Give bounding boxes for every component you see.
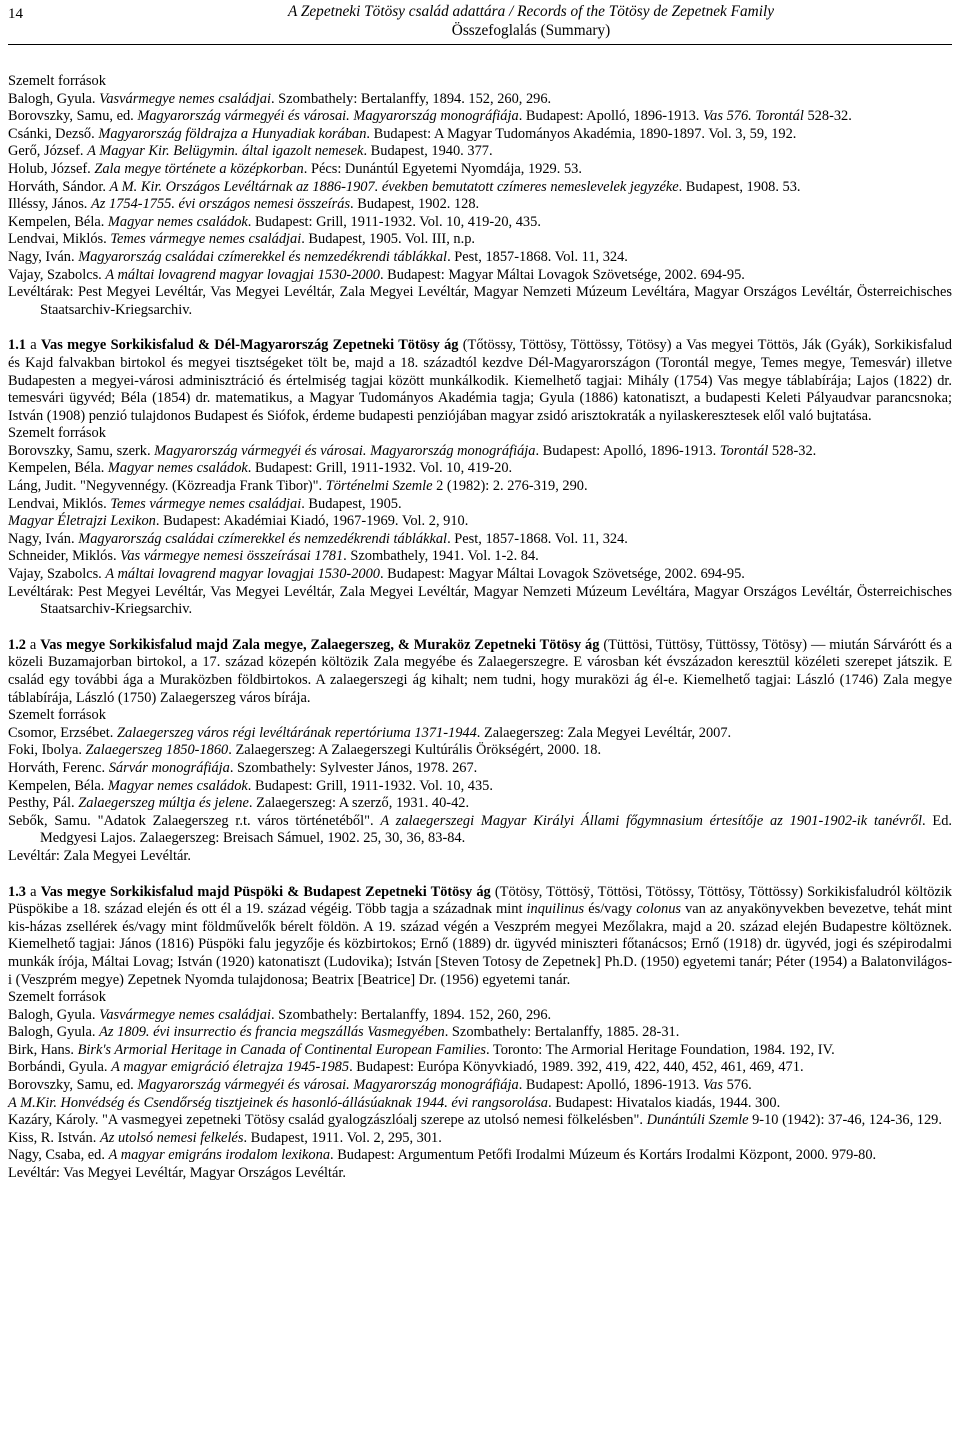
- text-run: Levéltárak: Pest Megyei Levéltár, Vas Megyei Levéltár, Zala Megyei Levéltár, Magyar Nemzeti Múzeum Levéltára, Magyar Országos Levéltár, Österreichisches Staatsarchiv-Kriegsarchiv.: [8, 284, 952, 318]
- text-run: 9-10 (1942): 37-46, 124-36, 129.: [748, 1112, 942, 1129]
- bibliography-entry: [8, 1024, 952, 1042]
- bibliography-entry: [8, 1130, 952, 1148]
- text-run: . Budapest: Hivatalos kiadás, 1944. 300.: [548, 1094, 781, 1111]
- bibliography-entry: [8, 760, 952, 778]
- text-run: (Tötösy, Töttösÿ, Töttösi, Tötössy, Töttösy, Töttössy) Sorkikisfaludról költözik Püspökibe a 18. század elején és ott él a 19. század végéig. Több tagja a századnak mint: [8, 883, 952, 918]
- text-run: Holub, József.: [8, 160, 95, 177]
- bold-text: 1.3: [8, 883, 26, 900]
- bibliography-entry: [8, 742, 952, 760]
- italic-title: Magyar Életrajzi Lexikon: [8, 513, 156, 530]
- sources-heading: Szemelt források: [8, 73, 106, 89]
- bibliography-entry: [8, 1147, 952, 1165]
- text-run: . Budapest: Akadémiai Kiadó, 1967-1969. Vol. 2, 910.: [155, 513, 469, 530]
- bibliography-entry: [8, 267, 952, 285]
- text-run: Illéssy, János.: [8, 196, 92, 213]
- italic-title: Magyarország földrajza a Hunyadiak korában: [98, 125, 367, 142]
- italic-title: Zalaegerszeg múltja és jelene: [78, 795, 249, 812]
- italic-title: Magyar nemes családok: [107, 460, 248, 477]
- bold-text: Vas megye Sorkikisfalud majd Püspöki & Budapest Zepetneki Tötösy ág: [40, 883, 491, 900]
- text-run: . Zalaegerszeg: Zala Megyei Levéltár, 2007.: [476, 724, 732, 741]
- section-gap: [8, 866, 952, 884]
- italic-title: A M. Kir. Országos Levéltárnak az 1886-1907. években bemutatott czímeres nemeslevelek jegyzéke: [109, 178, 679, 195]
- text-run: . Budapest, 1940. 377.: [363, 143, 493, 160]
- bibliography-entry: [8, 143, 952, 161]
- bibliography-entry: [8, 531, 952, 549]
- text-run: Borovszky, Samu, ed.: [8, 1077, 138, 1094]
- running-header: [110, 2, 952, 40]
- text-run: (Tüttösi, Tüttösy, Tüttössy, Tötösy) — miután Sárvárótt és a közeli Buzamajorban birtokol, a 17. század közepén költözik Zala megyébe és Zalaegerszegre. E városban két évszázadon keresztül közéleti szerepet játszik. E család egy további ága a Muraközben földbirtokos. A zalaegerszegi ág kihalt; nem tudni, hogy muraközi ág él-e. Kiemelhető tagjai: László (1746) Zala megye táblabírája, László (1750) Zalaegerszeg város bírája.: [8, 636, 952, 706]
- bibliography-entry: [8, 1042, 952, 1060]
- text-run: . Toronto: The Armorial Heritage Foundation, 1984. 192, IV.: [485, 1041, 835, 1058]
- text-run: . Pécs: Dunántúl Egyetemi Nyomdája, 1929. 53.: [303, 160, 582, 177]
- text-run: Láng, Judit. "Negyvennégy. (Közreadja Frank Tibor)".: [8, 478, 326, 495]
- text-run: a: [26, 636, 41, 653]
- bibliography-entry: [8, 1095, 952, 1113]
- italic-title: Történelmi Szemle: [325, 478, 433, 495]
- bold-text: Vas megye Sorkikisfalud majd Zala megye, Zalaegerszeg, & Muraköz Zepetneki Tötösy ág: [40, 636, 600, 653]
- text-run: Csánki, Dezső.: [8, 125, 99, 142]
- text-run: Csomor, Erzsébet.: [8, 724, 117, 741]
- italic-title: Temes vármegye nemes családjai: [110, 495, 302, 512]
- italic-title: Magyarország családai czímerekkel és nemzedékrendi táblákkal: [78, 248, 448, 265]
- italic-title: Sárvár monográfiája: [108, 759, 230, 776]
- text-run: Lendvai, Miklós.: [8, 495, 111, 512]
- italic-title: A máltai lovagrend magyar lovagjai 1530-2000: [105, 266, 380, 283]
- text-run: a: [26, 883, 41, 900]
- text-run: Schneider, Miklós.: [8, 548, 121, 565]
- bibliography-entry: [8, 1007, 952, 1025]
- text-run: . Szombathely: Bertalanffy, 1885. 28-31.: [444, 1024, 680, 1041]
- text-run: 528-32.: [803, 108, 852, 125]
- text-run: . Budapest: Grill, 1911-1932. Vol. 10, 419-20.: [247, 460, 513, 477]
- italic-title: Vasvármegye nemes családjai: [99, 90, 271, 107]
- italic-title: Magyar nemes családok: [107, 213, 248, 230]
- text-run: . Budapest: Magyar Máltai Lovagok Szövetsége, 2002. 694-95.: [379, 266, 745, 283]
- bibliography-entry: [8, 584, 952, 619]
- text-run: Balogh, Gyula.: [8, 90, 100, 107]
- bibliography-entry: [8, 1077, 952, 1095]
- italic-title: A Magyar Kir. Belügymin. által igazolt nemesek: [87, 143, 364, 160]
- bibliography-entry: [8, 196, 952, 214]
- italic-title: Magyarország vármegyéi és városai. Magyarország monográfiája: [137, 108, 519, 125]
- italic-title: Magyarország családai czímerekkel és nemzedékrendi táblákkal: [78, 530, 448, 547]
- bibliography-entry: [8, 284, 952, 319]
- italic-title: Dunántúli Szemle: [646, 1112, 749, 1129]
- text-run: Kempelen, Béla.: [8, 777, 108, 794]
- bibliography-entry: [8, 443, 952, 461]
- section-gap: [8, 319, 952, 337]
- document-body: [8, 73, 952, 1183]
- bibliography-entry: [8, 566, 952, 584]
- text-run: a: [26, 337, 41, 354]
- section-paragraph: [8, 637, 952, 707]
- text-run: 2 (1982): 2. 276-319, 290.: [432, 478, 588, 495]
- text-run: . Budapest: A Magyar Tudományos Akadémia, 1890-1897. Vol. 3, 59, 192.: [366, 125, 797, 142]
- text-run: . Budapest, 1905.: [301, 495, 402, 512]
- italic-title: Temes vármegye nemes családjai: [110, 231, 302, 248]
- text-run: Sebők, Samu. "Adatok Zalaegerszeg r.t. város történetéből".: [8, 812, 381, 829]
- text-run: . Pest, 1857-1868. Vol. 11, 324.: [447, 530, 628, 547]
- text-run: Nagy, Csaba, ed.: [8, 1147, 109, 1164]
- bibliography-entry: [8, 91, 952, 109]
- text-run: . Ed. Medgyesi Lajos. Zalaegerszeg: Breisach Sámuel, 1902. 25, 30, 36, 83-84.: [40, 812, 952, 847]
- text-run: . Pest, 1857-1868. Vol. 11, 324.: [447, 248, 628, 265]
- italic-title: Magyarország vármegyéi és városai. Magyarország monográfiája: [154, 442, 536, 459]
- text-run: (Tőtössy, Töttösy, Töttössy, Tötösy) a Vas megyei Töttös, Ják (Gyák), Sorkikisfalud és Kajd falvakban birtokol és megyei tisztségeket tölt be, majd a 18. századtól kezdve Dél-Magyarországon (Torontál megye, Temes megye, Temesvár) illetve Budapesten a megyei-városi adminisztráció és értelmiség tagjai között munkálkodik. Kiemelhető tagjai: Mihály (1754) Vas megye táblabírája; Lajos (1822) dr. temesvári ügyvéd; Béla (1854) dr. matematikus, a Magyar Tudományos Akadémia tagja; Gyula (1886) katonatiszt, a budapesti Keleti Pályaudvar parancsnoka; István (1908) penzió tulajdonos Budapest és Siófok, érdeme budapesti penziójában magyar zsidó arisztokraták a nyilaskeresztesek elől való bujtatása.: [8, 337, 952, 424]
- bibliography-entry: [8, 108, 952, 126]
- header-rule: [8, 44, 952, 45]
- text-run: . Budapest: Grill, 1911-1932. Vol. 10, 435.: [247, 777, 493, 794]
- text-run: Nagy, Iván.: [8, 530, 79, 547]
- text-run: Balogh, Gyula.: [8, 1024, 100, 1041]
- text-run: Horváth, Ferenc.: [8, 759, 109, 776]
- bibliography-entry: [8, 1112, 952, 1130]
- bibliography-entry: [8, 249, 952, 267]
- italic-title: Magyar nemes családok: [107, 777, 248, 794]
- italic-title: Magyarország vármegyéi és városai. Magyarország monográfiája: [137, 1077, 519, 1094]
- text-run: . Szombathely: Bertalanffy, 1894. 152, 260, 296.: [270, 1006, 552, 1023]
- text-run: Pesthy, Pál.: [8, 795, 79, 812]
- text-run: Kazáry, Károly. "A vasmegyei zepetneki Tötösy család gyalogzászlóalj szerepe az utolsó nemesi fölkelésben".: [8, 1112, 647, 1129]
- italic-title: colonus: [636, 901, 682, 918]
- text-run: . Budapest: Apolló, 1896-1913.: [535, 442, 720, 459]
- italic-title: inquilinus: [526, 901, 585, 918]
- text-run: Kempelen, Béla.: [8, 460, 108, 477]
- bibliography-entry: [8, 478, 952, 496]
- italic-title: Zalaegerszeg város régi levéltárának repertóriuma 1371-1944: [116, 724, 477, 741]
- section-paragraph: [8, 337, 952, 425]
- bibliography-entry: [8, 848, 952, 866]
- text-run: 576.: [722, 1077, 752, 1094]
- bibliography-entry: [8, 231, 952, 249]
- text-run: . Budapest, 1905. Vol. III, n.p.: [301, 231, 475, 248]
- text-run: . Szombathely, 1941. Vol. 1-2. 84.: [343, 548, 539, 565]
- text-run: . Szombathely: Sylvester János, 1978. 267.: [229, 759, 478, 776]
- text-run: van az anyakönyvekben bevezetve, tehát mint kis-házas zsellérek és/vagy mint földművelők bérelt földön. A 19. század végén a Veszprém megyei Mezőlakra, majd a 20. század elején Budapestre költöznek. Kiemelhető tagjai: János (1816) Püspöki falu jegyzője és közbirtokos; Ernő (1889) dr. ügyvéd miniszteri főtanácsos; Ernő (1918) dr. ügyvéd, jogi és szépirodalmi munkák írója, Máltai Lovag; István (1920) katonatiszt (Ludovika); István [Steven Totosy de Zepetnek] Ph.D. (1950) egyetemi tanár; Péter (1954) a Balatonvilágos-i (Veszprém megye) Zepetnek Nyomda tulajdonosa; Beatrix [Beatrice] Dr. (1956) egyetemi tanár.: [8, 901, 952, 988]
- page-number: 14: [8, 6, 23, 22]
- italic-title: Birk's Armorial Heritage in Canada of Continental European Families: [77, 1041, 486, 1058]
- running-header-subtitle: Összefoglalás (Summary): [451, 22, 611, 39]
- bibliography-entry: [8, 126, 952, 144]
- text-run: . Zalaegerszeg: A Zalaegerszegi Kultúrális Örökségért, 2000. 18.: [228, 742, 602, 759]
- text-run: Borovszky, Samu, ed.: [8, 108, 138, 125]
- text-run: és/vagy: [584, 901, 637, 918]
- text-run: Horváth, Sándor.: [8, 178, 110, 195]
- section-paragraph: [8, 884, 952, 990]
- text-run: Vajay, Szabolcs.: [8, 266, 106, 283]
- text-run: . Budapest: Apolló, 1896-1913.: [518, 108, 703, 125]
- text-run: . Budapest, 1902. 128.: [350, 196, 480, 213]
- bibliography-entry: [8, 778, 952, 796]
- bibliography-entry: [8, 795, 952, 813]
- bibliography-entry: [8, 214, 952, 232]
- italic-title: A magyar emigráció életrajza 1945-1985: [111, 1059, 350, 1076]
- italic-title: Zala megye története a középkorban: [94, 160, 304, 177]
- text-run: Levéltár: Zala Megyei Levéltár.: [8, 847, 191, 864]
- italic-title: Zalaegerszeg 1850-1860: [85, 742, 229, 759]
- italic-title: A máltai lovagrend magyar lovagjai 1530-2000: [105, 566, 380, 583]
- text-run: . Budapest: Apolló, 1896-1913.: [518, 1077, 703, 1094]
- text-run: . Zalaegerszeg: A szerző, 1931. 40-42.: [248, 795, 470, 812]
- section-gap: [8, 619, 952, 637]
- bibliography-entry: [8, 161, 952, 179]
- text-run: Balogh, Gyula.: [8, 1006, 100, 1023]
- text-run: . Budapest: Argumentum Petőfi Irodalmi Múzeum és Kortárs Irodalmi Központ, 2000. 979-80.: [330, 1147, 877, 1164]
- text-run: . Budapest, 1908. 53.: [678, 178, 801, 195]
- text-run: Borovszky, Samu, szerk.: [8, 442, 155, 459]
- italic-title: Az 1809. évi insurrectio és francia megszállás Vasmegyében: [99, 1024, 445, 1041]
- italic-title: Vasvármegye nemes családjai: [99, 1006, 271, 1023]
- bibliography-entry: [8, 1165, 952, 1183]
- text-run: Lendvai, Miklós.: [8, 231, 111, 248]
- bibliography-entry: [8, 496, 952, 514]
- running-header-title: A Zepetneki Tötösy család adattára / Records of the Tötösy de Zepetnek Family: [287, 3, 775, 20]
- text-run: Foki, Ibolya.: [8, 742, 86, 759]
- text-run: . Budapest: Grill, 1911-1932. Vol. 10, 419-20, 435.: [247, 213, 541, 230]
- italic-title: A zalaegerszegi Magyar Királyi Állami főgymnasium értesítője az 1901-1902-ik tanévről: [380, 812, 922, 829]
- italic-title: A M.Kir. Honvédség és Csendőrség tisztjeinek és hasonló-állásúaknak 1944. évi rangsorolása: [8, 1094, 548, 1111]
- text-run: . Budapest, 1911. Vol. 2, 295, 301.: [243, 1129, 442, 1146]
- italic-title: Torontál: [719, 442, 769, 459]
- sources-heading: Szemelt források: [8, 989, 106, 1006]
- text-run: . Szombathely: Bertalanffy, 1894. 152, 260, 296.: [270, 90, 552, 107]
- text-run: Birk, Hans.: [8, 1041, 78, 1058]
- italic-title: Az utolsó nemesi felkelés: [99, 1129, 244, 1146]
- bold-text: 1.2: [8, 636, 26, 653]
- bold-text: Vas megye Sorkikisfalud & Dél-Magyarország Zepetneki Tötösy ág: [40, 337, 459, 354]
- bibliography-entry: [8, 460, 952, 478]
- text-run: Vajay, Szabolcs.: [8, 566, 106, 583]
- text-run: Borbándi, Gyula.: [8, 1059, 112, 1076]
- bibliography-entry: [8, 725, 952, 743]
- sources-heading: Szemelt források: [8, 425, 106, 442]
- text-run: Nagy, Iván.: [8, 248, 79, 265]
- italic-title: Vas: [702, 1077, 723, 1094]
- bibliography-entry: [8, 813, 952, 848]
- text-run: Kiss, R. István.: [8, 1129, 100, 1146]
- text-run: Levéltár: Vas Megyei Levéltár, Magyar Országos Levéltár.: [8, 1165, 347, 1182]
- text-run: . Budapest: Magyar Máltai Lovagok Szövetsége, 2002. 694-95.: [379, 566, 745, 583]
- italic-title: Vas 576. Torontál: [702, 108, 804, 125]
- bold-text: 1.1: [8, 337, 26, 354]
- bibliography-entry: [8, 548, 952, 566]
- italic-title: A magyar emigráns irodalom lexikona: [108, 1147, 331, 1164]
- bibliography-entry: [8, 1059, 952, 1077]
- italic-title: Vas vármegye nemesi összeírásai 1781: [120, 548, 344, 565]
- text-run: Kempelen, Béla.: [8, 213, 108, 230]
- sources-heading: Szemelt források: [8, 707, 106, 724]
- text-run: 528-32.: [768, 442, 817, 459]
- text-run: . Budapest: Európa Könyvkiadó, 1989. 392, 419, 422, 440, 452, 461, 469, 471.: [349, 1059, 804, 1076]
- text-run: Levéltárak: Pest Megyei Levéltár, Vas Megyei Levéltár, Zala Megyei Levéltár, Magyar Nemzeti Múzeum Levéltára, Magyar Országos Levéltár, Österreichisches Staatsarchiv-Kriegsarchiv.: [8, 583, 952, 618]
- text-run: Gerő, József.: [8, 143, 88, 160]
- italic-title: Az 1754-1755. évi országos nemesi összeírás: [91, 196, 351, 213]
- bibliography-entry: [8, 513, 952, 531]
- bibliography-entry: [8, 179, 952, 197]
